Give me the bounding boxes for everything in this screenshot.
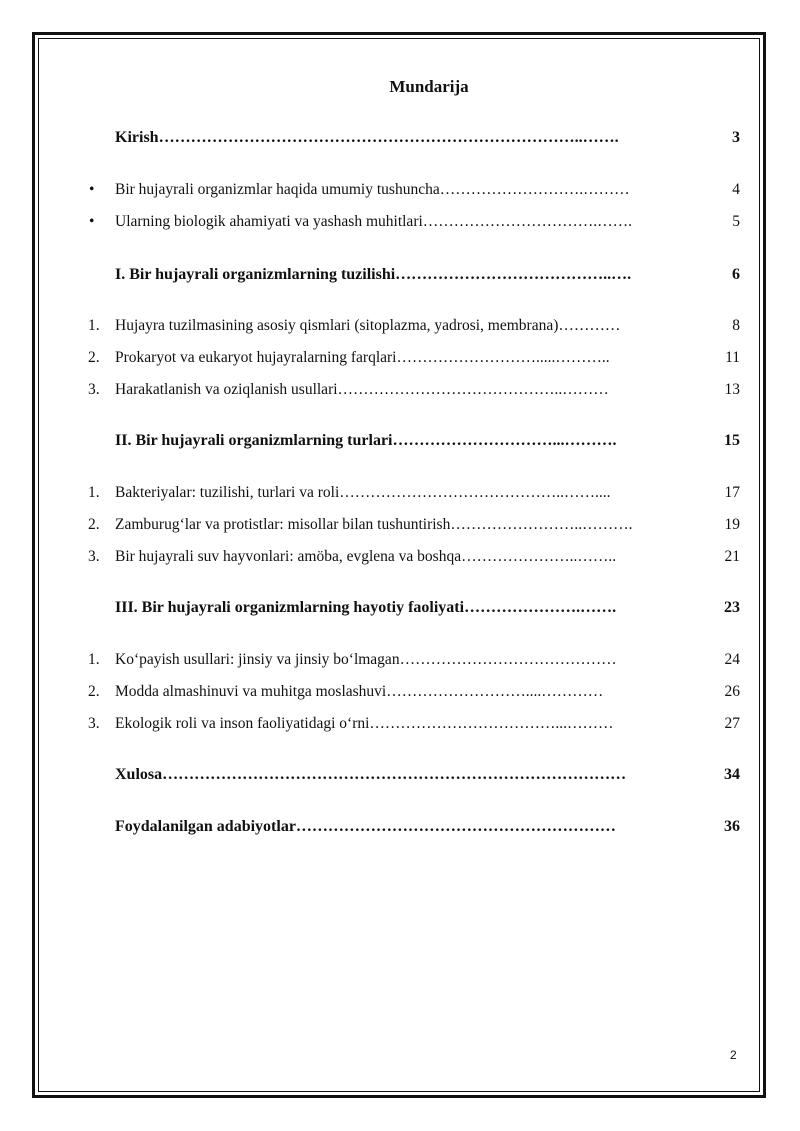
toc-entry-label: Modda almashinuvi va muhitga moslashuvi bbox=[115, 683, 387, 700]
toc-leader-dots: ………………….……. bbox=[464, 599, 617, 616]
toc-leader-dots: ……………………………………..……… bbox=[337, 381, 609, 398]
toc-leader-dots: ……………………..………. bbox=[450, 516, 633, 533]
toc-section-heading bbox=[115, 431, 740, 451]
toc-entry-label: Bir hujayrali organizmlar haqida umumiy tushuncha bbox=[115, 181, 440, 198]
toc-entry bbox=[115, 714, 740, 734]
toc-page-number: 15 bbox=[724, 432, 740, 449]
toc-leader-dots: …………………..…….. bbox=[461, 548, 617, 565]
toc-page-number: 8 bbox=[732, 317, 740, 334]
toc-leader-dots: …………………………………………………………………………… bbox=[162, 766, 627, 783]
toc-section-heading bbox=[115, 765, 740, 785]
toc-page-number: 19 bbox=[724, 516, 740, 533]
toc-entry bbox=[115, 547, 740, 567]
toc-leader-dots: ………………………………...……… bbox=[369, 715, 614, 732]
page-number: 2 bbox=[730, 1048, 737, 1062]
toc-page-number: 36 bbox=[724, 818, 740, 835]
toc-leader-dots: …………………………….……. bbox=[422, 213, 633, 230]
toc-entry-label: Harakatlanish va oziqlanish usullari bbox=[115, 381, 338, 398]
toc-entry-label: Kirish bbox=[115, 129, 159, 146]
toc-leader-dots: …………………………………..…. bbox=[395, 266, 632, 283]
toc-page-number: 4 bbox=[732, 181, 740, 198]
toc-entry-label: I. Bir hujayrali organizmlarning tuzilishi bbox=[115, 266, 396, 283]
toc-entry-label: Ekologik roli va inson faoliyatidagi o‘rni bbox=[115, 715, 370, 732]
toc-entry-label: Ularning biologik ahamiyati va yashash muhitlari bbox=[115, 213, 423, 230]
toc-entry-marker: 1. bbox=[88, 651, 100, 668]
toc-entry bbox=[115, 212, 740, 232]
toc-page-number: 34 bbox=[724, 766, 740, 783]
toc-leader-dots: …………………………………………………… bbox=[295, 818, 616, 835]
toc-section-heading bbox=[115, 598, 740, 618]
toc-entry bbox=[115, 380, 740, 400]
toc-entry-marker: 1. bbox=[88, 317, 100, 334]
toc-leader-dots: …………………………...………. bbox=[392, 432, 617, 449]
toc-entry bbox=[115, 650, 740, 670]
toc-entry-marker: 3. bbox=[88, 548, 100, 565]
toc-page-number: 3 bbox=[732, 129, 740, 146]
toc-entry bbox=[115, 483, 740, 503]
toc-page-number: 27 bbox=[724, 715, 740, 732]
toc-entry-marker: 3. bbox=[88, 715, 100, 732]
toc-section-heading bbox=[115, 128, 740, 148]
toc-entry-marker: 2. bbox=[88, 683, 100, 700]
toc-entry-label: III. Bir hujayrali organizmlarning hayotiy faoliyati bbox=[115, 599, 465, 616]
toc-leader-dots: ……………………….……… bbox=[439, 181, 630, 198]
toc-entry-marker: 2. bbox=[88, 516, 100, 533]
toc-leader-dots: ……………………………………………………………………..……. bbox=[158, 129, 619, 146]
toc-entry-marker: 1. bbox=[88, 484, 100, 501]
toc-page-number: 23 bbox=[724, 599, 740, 616]
toc-page-number: 21 bbox=[724, 548, 740, 565]
toc-leader-dots: ………………………....………… bbox=[386, 683, 604, 700]
toc-page-number: 13 bbox=[724, 381, 740, 398]
toc-page-number: 6 bbox=[732, 266, 740, 283]
toc-page-number: 26 bbox=[724, 683, 740, 700]
toc-entry-label: Hujayra tuzilmasining asosiy qismlari (sitoplazma, yadrosi, membrana) bbox=[115, 317, 559, 334]
toc-page-number: 11 bbox=[725, 349, 740, 366]
toc-page-number: 24 bbox=[724, 651, 740, 668]
toc-entry bbox=[115, 316, 740, 336]
toc-entry bbox=[115, 348, 740, 368]
toc-leader-dots: ……………………………………..…….... bbox=[339, 484, 611, 501]
toc-section-heading bbox=[115, 817, 740, 837]
toc-entry-label: Xulosa bbox=[115, 766, 163, 783]
toc-section-heading bbox=[115, 265, 740, 285]
toc-entry bbox=[115, 180, 740, 200]
toc-entry-label: Ko‘payish usullari: jinsiy va jinsiy bo‘lmagan bbox=[115, 651, 400, 668]
toc-page-number: 5 bbox=[732, 213, 740, 230]
toc-leader-dots: ……………………….....……….. bbox=[396, 349, 610, 366]
toc-entry bbox=[115, 682, 740, 702]
toc-leader-dots: ………… bbox=[558, 317, 621, 334]
toc-entry-label: Zamburug‘lar va protistlar: misollar bilan tushuntirish bbox=[115, 516, 451, 533]
toc-entry-marker: 2. bbox=[88, 349, 100, 366]
toc-entry-marker: • bbox=[89, 213, 95, 230]
toc-entry-marker: • bbox=[89, 181, 95, 198]
toc-leader-dots: …………………………………… bbox=[399, 651, 617, 668]
toc-entry bbox=[115, 515, 740, 535]
page-title: Mundarija bbox=[389, 77, 469, 96]
toc-entry-label: Bakteriyalar: tuzilishi, turlari va roli bbox=[115, 484, 340, 501]
toc-entry-label: II. Bir hujayrali organizmlarning turlari bbox=[115, 432, 393, 449]
toc-entry-marker: 3. bbox=[88, 381, 100, 398]
toc-entry-label: Foydalanilgan adabiyotlar bbox=[115, 818, 296, 835]
toc-entry-label: Bir hujayrali suv hayvonlari: amöba, evglena va boshqa bbox=[115, 548, 462, 565]
toc-entry-label: Prokaryot va eukaryot hujayralarning farqlari bbox=[115, 349, 397, 366]
toc-page-number: 17 bbox=[724, 484, 740, 501]
